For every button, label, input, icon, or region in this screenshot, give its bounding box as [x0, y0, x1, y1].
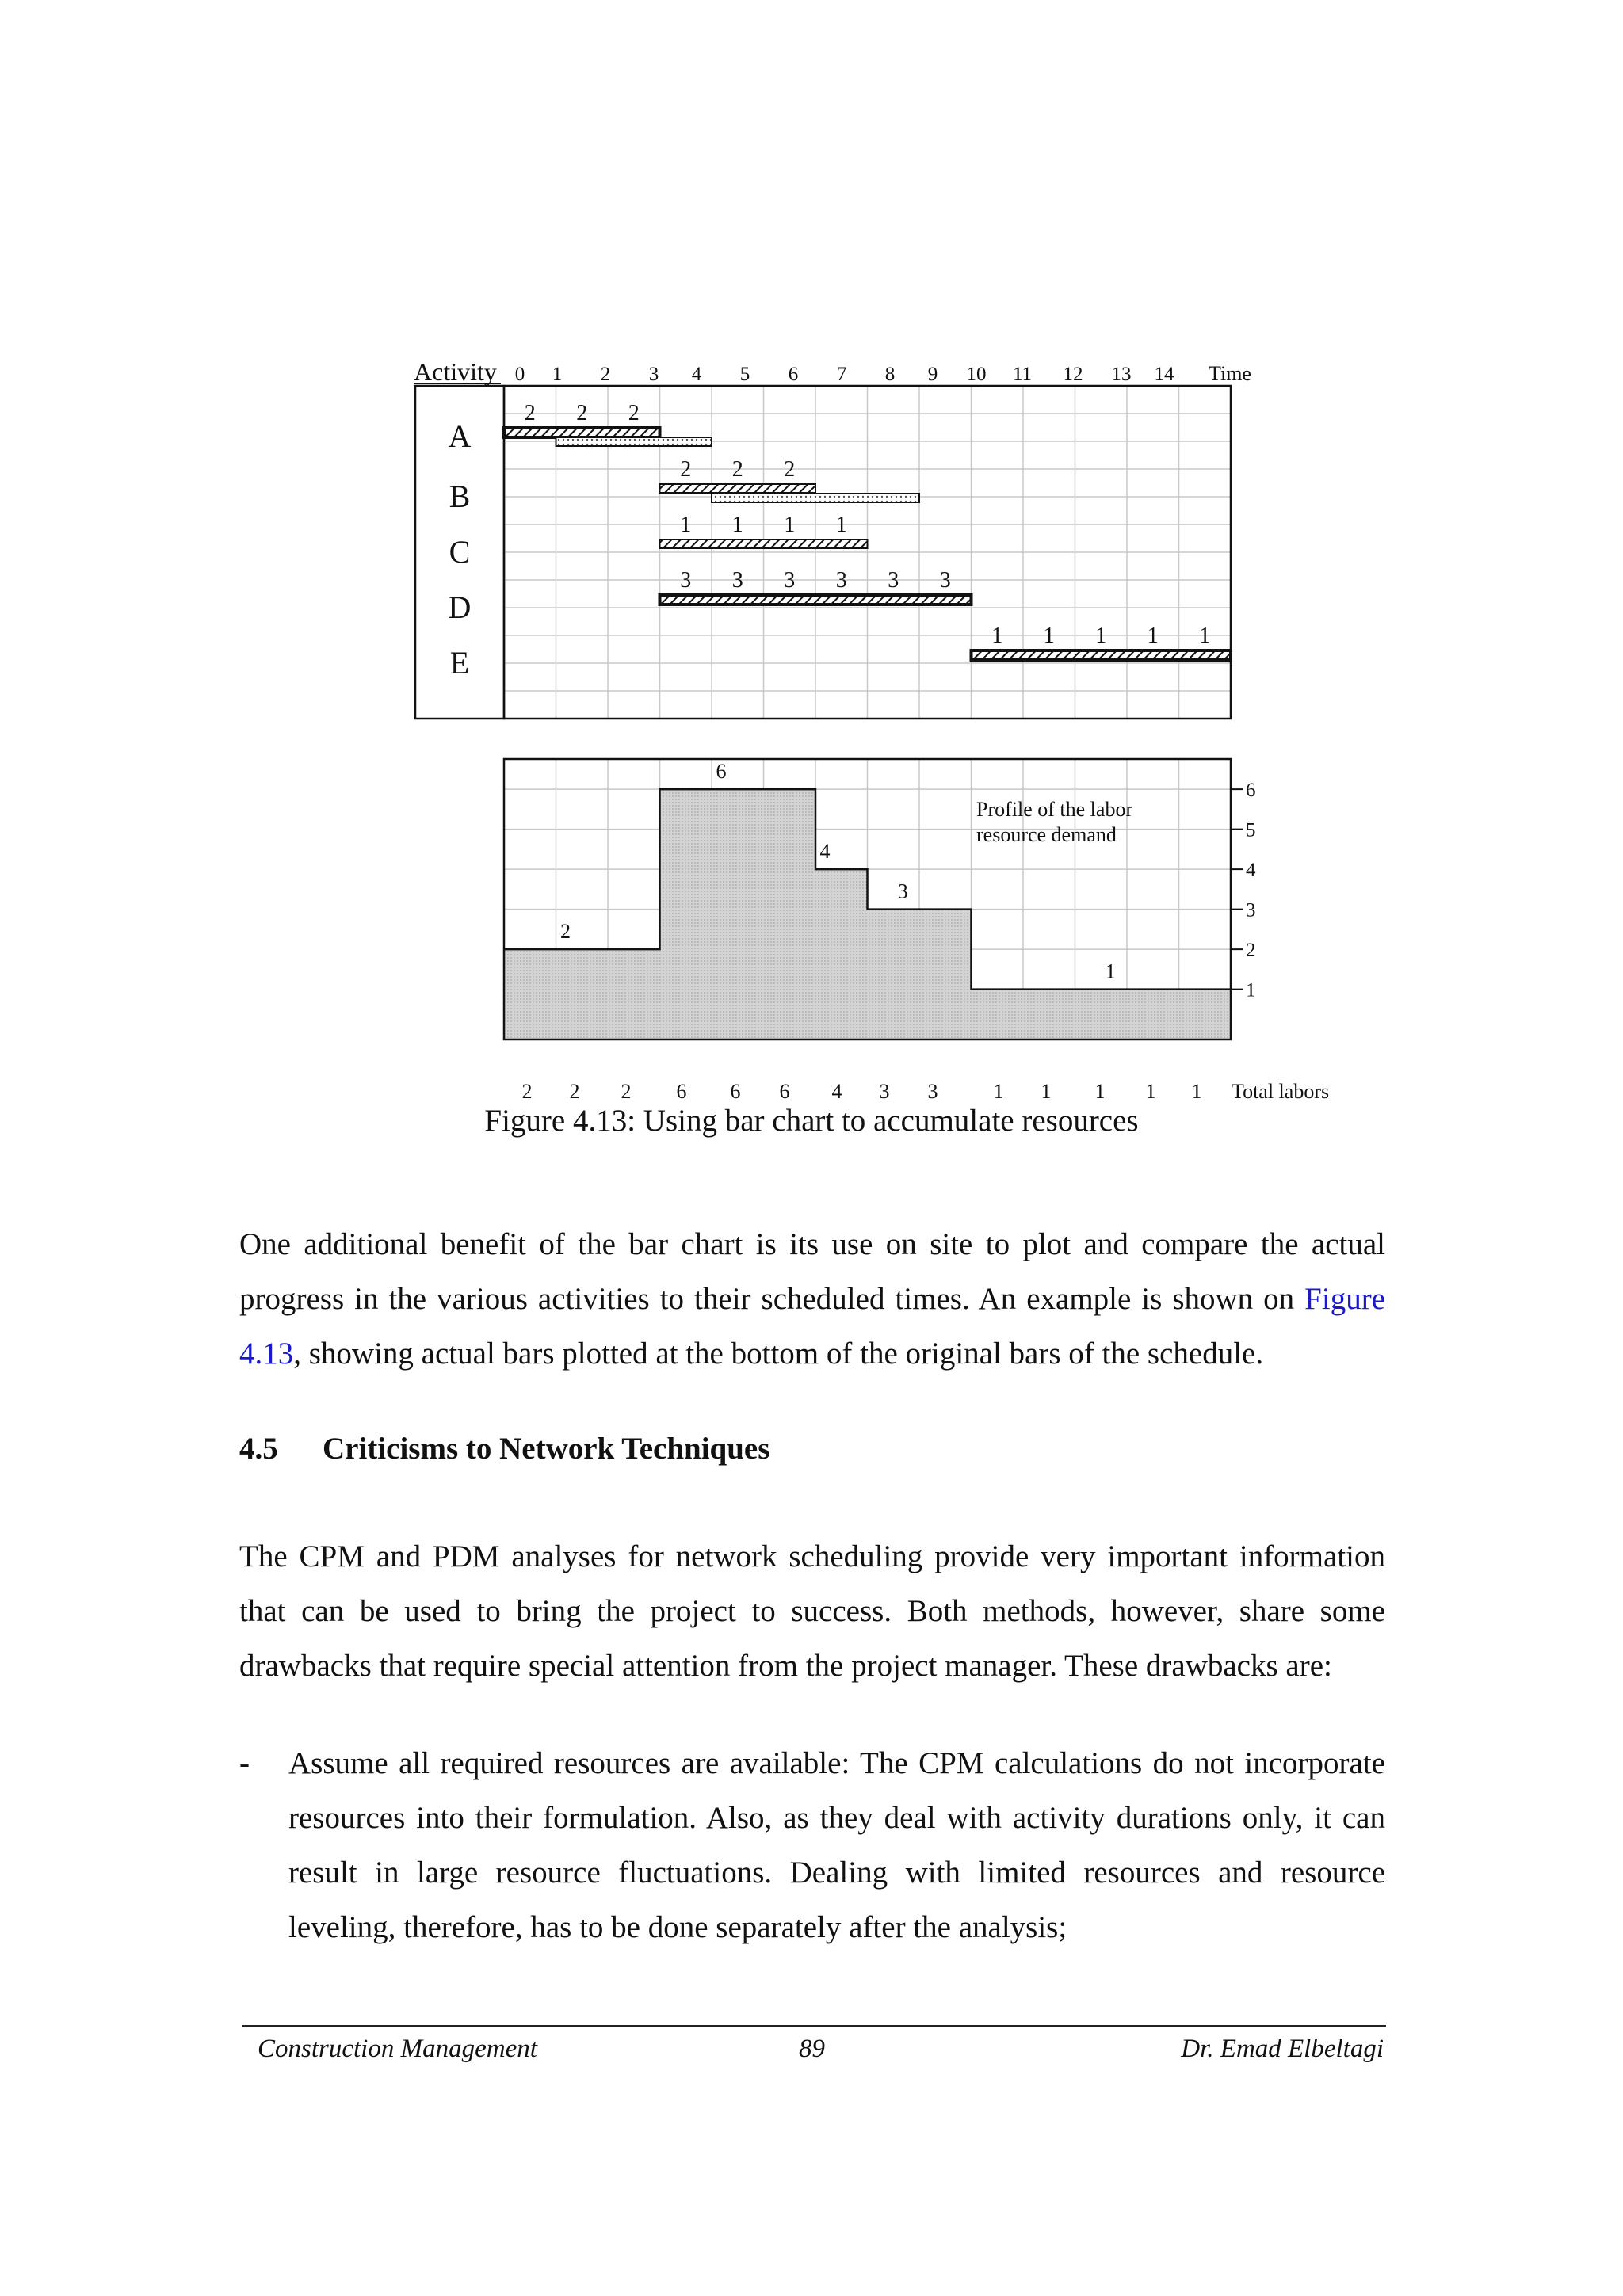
total-labor-value: 6	[730, 1080, 741, 1101]
section-number: 4.5	[239, 1432, 278, 1466]
total-labor-value: 1	[993, 1080, 1004, 1101]
activity-header: Activity	[414, 357, 497, 386]
activity-label-e: E	[449, 645, 470, 681]
bullet-dash: -	[239, 1746, 250, 1780]
time-tick-label: 13	[1111, 364, 1132, 385]
bar-labor-label: 3	[888, 568, 899, 593]
y-tick-label: 2	[1246, 940, 1256, 962]
bullet-text: Assume all required resources are available: The CPM calculations do not incorporate resources into their formulation. Also, as they deal with activity durations only, it can result in large resource fluctuations. Dealing with limited resources and resource leveling, therefore, has to be done separately after the analysis;	[288, 1746, 1385, 1944]
paragraph-text: , showing actual bars plotted at the bottom of the original bars of the schedule.	[293, 1337, 1264, 1371]
total-labor-value: 1	[1094, 1080, 1106, 1101]
time-tick-label: 7	[836, 364, 847, 385]
paragraph-text: One additional benefit of the bar chart is its use on site to plot and compare the actual progress in the various activities to their scheduled times. An example is shown on	[239, 1227, 1385, 1316]
y-tick-label: 3	[1246, 899, 1256, 921]
bar-labor-label: 1	[731, 513, 743, 537]
time-tick-label: 5	[739, 364, 750, 385]
bar-labor-label: 3	[835, 568, 847, 593]
bar-labor-label: 2	[731, 457, 743, 482]
footer-rule	[242, 2025, 1386, 2027]
scheduled-bar-d	[660, 595, 972, 605]
bar-labor-label: 3	[939, 568, 951, 593]
total-labor-value: 4	[831, 1080, 842, 1101]
total-labor-value: 3	[927, 1080, 938, 1101]
time-tick-label: 14	[1154, 364, 1174, 385]
profile-label-line1: Profile of the labor	[976, 798, 1133, 821]
step-value-label: 2	[560, 920, 571, 944]
y-tick-label: 6	[1246, 780, 1256, 802]
footer-right: Dr. Emad Elbeltagi	[1181, 2035, 1384, 2063]
profile-y-axis	[1231, 780, 1256, 1001]
bar-labor-label: 2	[576, 401, 588, 425]
bar-labor-label: 1	[1043, 624, 1055, 648]
bar-labor-label: 1	[835, 513, 847, 537]
step-value-label: 6	[716, 760, 727, 784]
page-number: 89	[799, 2035, 825, 2063]
bar-labor-label: 1	[784, 513, 796, 537]
bar-labor-label: 1	[1147, 624, 1159, 648]
bar-labor-label: 2	[784, 457, 796, 482]
step-value-label: 4	[819, 840, 831, 864]
bar-labor-label: 2	[628, 401, 640, 425]
section-heading	[239, 1431, 769, 1466]
time-tick-label: 11	[1012, 364, 1033, 385]
time-tick-label: 3	[648, 364, 659, 385]
section-title: Criticisms to Network Techniques	[323, 1432, 770, 1466]
y-tick-label: 5	[1246, 819, 1256, 841]
time-tick-label: 0	[514, 364, 525, 385]
bar-labor-label: 1	[1095, 624, 1107, 648]
bar-labor-label: 3	[784, 568, 796, 593]
bar-labor-label: 3	[731, 568, 743, 593]
activity-label-a: A	[448, 418, 472, 454]
total-labor-value: 2	[521, 1080, 533, 1101]
scheduled-bar-a	[504, 428, 660, 437]
actual-bar-b	[712, 494, 919, 502]
total-labor-value: 3	[879, 1080, 890, 1101]
time-tick-label: 9	[927, 364, 938, 385]
total-labor-value: 1	[1041, 1080, 1052, 1101]
profile-label-line2: resource demand	[976, 823, 1117, 846]
total-labors-label: Total labors	[1232, 1080, 1330, 1101]
footer-left: Construction Management	[258, 2035, 537, 2063]
time-tick-label: 1	[552, 364, 563, 385]
time-tick-label: 8	[884, 364, 896, 385]
step-value-label: 1	[1105, 959, 1116, 983]
time-tick-label: 12	[1063, 364, 1083, 385]
paragraph-cpm-pdm: The CPM and PDM analyses for network scheduling provide very important information that can be used to bring the project to success. Both methods, however, share some drawbacks that require special attention from the project manager. These drawbacks are:	[239, 1539, 1385, 1683]
time-tick-label: 10	[966, 364, 987, 385]
bar-labor-label: 1	[991, 624, 1003, 648]
scheduled-bar-c	[660, 540, 868, 548]
bar-labor-label: 3	[680, 568, 692, 593]
time-header: Time	[1209, 362, 1251, 385]
activity-labels	[449, 418, 472, 681]
activity-label-d: D	[448, 589, 472, 625]
actual-bar-a	[556, 437, 712, 446]
activity-label-c: C	[449, 534, 471, 570]
scheduled-bar-b	[660, 484, 816, 493]
bar-labor-label: 2	[680, 457, 692, 482]
scheduled-bar-e	[972, 650, 1232, 660]
figure-caption: Figure 4.13: Using bar chart to accumulate resources	[484, 1104, 1139, 1138]
y-tick-label: 1	[1246, 979, 1256, 1001]
time-tick-label: 6	[788, 364, 799, 385]
figure-link[interactable]: Figure 4.13	[239, 1282, 1385, 1371]
total-labor-value: 2	[621, 1080, 632, 1101]
total-labors-row	[522, 1080, 1202, 1101]
total-labor-value: 6	[676, 1080, 687, 1101]
bar-labor-label: 1	[680, 513, 692, 537]
step-value-label: 3	[897, 879, 908, 903]
paragraph-bar-chart-benefit	[239, 1217, 1385, 1381]
y-tick-label: 4	[1246, 860, 1256, 882]
total-labor-value: 1	[1145, 1080, 1156, 1101]
total-labor-value: 1	[1191, 1080, 1202, 1101]
time-tick-label: 2	[600, 364, 611, 385]
total-labor-value: 6	[779, 1080, 790, 1101]
bar-labor-label: 1	[1199, 624, 1211, 648]
bar-labor-label: 2	[524, 401, 536, 425]
activity-label-b: B	[449, 479, 471, 514]
total-labor-value: 2	[569, 1080, 580, 1101]
time-tick-labels	[515, 364, 1174, 385]
figure-4-13	[0, 0, 1623, 1101]
time-tick-label: 4	[691, 364, 702, 385]
